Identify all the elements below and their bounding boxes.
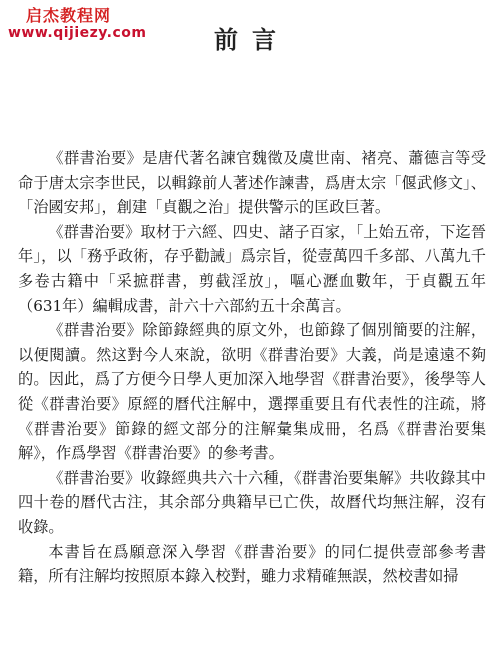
paragraph: 《群書治要》收錄經典共六十六種，《群書治要集解》共收錄其中四十卷的曆代古注，其余部分典籍早已亡佚，故曆代均無注解，沒有收錄。 xyxy=(18,468,486,536)
page-title: 前言 xyxy=(214,25,290,54)
paragraph: 《群書治要》除節錄經典的原文外，也節錄了個別簡要的注解，以便閱讀。然这對今人來說，欲明《群書治要》大義，尚是遠遠不夠的。因此，爲了方便今日學人更加深入地學習《群書治要》，後學等人從《群書治要》原經的曆代注解中，選擇重要且有代表性的注疏，將《群書治要》節錄的經文部分的注解彙集成冊，名爲《群書治要集解》，作爲學習《群書治要》的參考書。 xyxy=(18,321,486,463)
preface-body xyxy=(18,146,486,589)
paragraph: 《群書治要》是唐代著名諫官魏徵及虞世南、褚亮、蕭德言等受命于唐太宗李世民，以輯錄前人著述作諫書，爲唐太宗「偃武修文」、「治國安邦」，創建「貞觀之治」提供警示的匡政巨著。 xyxy=(18,149,486,217)
paragraph: 《群書治要》取材于六經、四史、諸子百家，「上始五帝，下迄晉年」，以「務乎政術，存乎勸誡」爲宗旨，從壹萬四千多部、八萬九千多卷古籍中「采摭群書，剪截淫放」，嘔心瀝血數年，于貞觀五年（631年）編輯成書，計六十六部約五十余萬言。 xyxy=(18,222,486,315)
paragraph: 本書旨在爲願意深入學習《群書治要》的同仁提供壹部參考書籍，所有注解均按照原本錄入校對，雖力求精確無誤，然校書如掃 xyxy=(18,542,486,586)
watermark-site-name: 启杰教程网 xyxy=(26,6,112,25)
watermark-url: www.qijiezy.com xyxy=(8,25,147,42)
